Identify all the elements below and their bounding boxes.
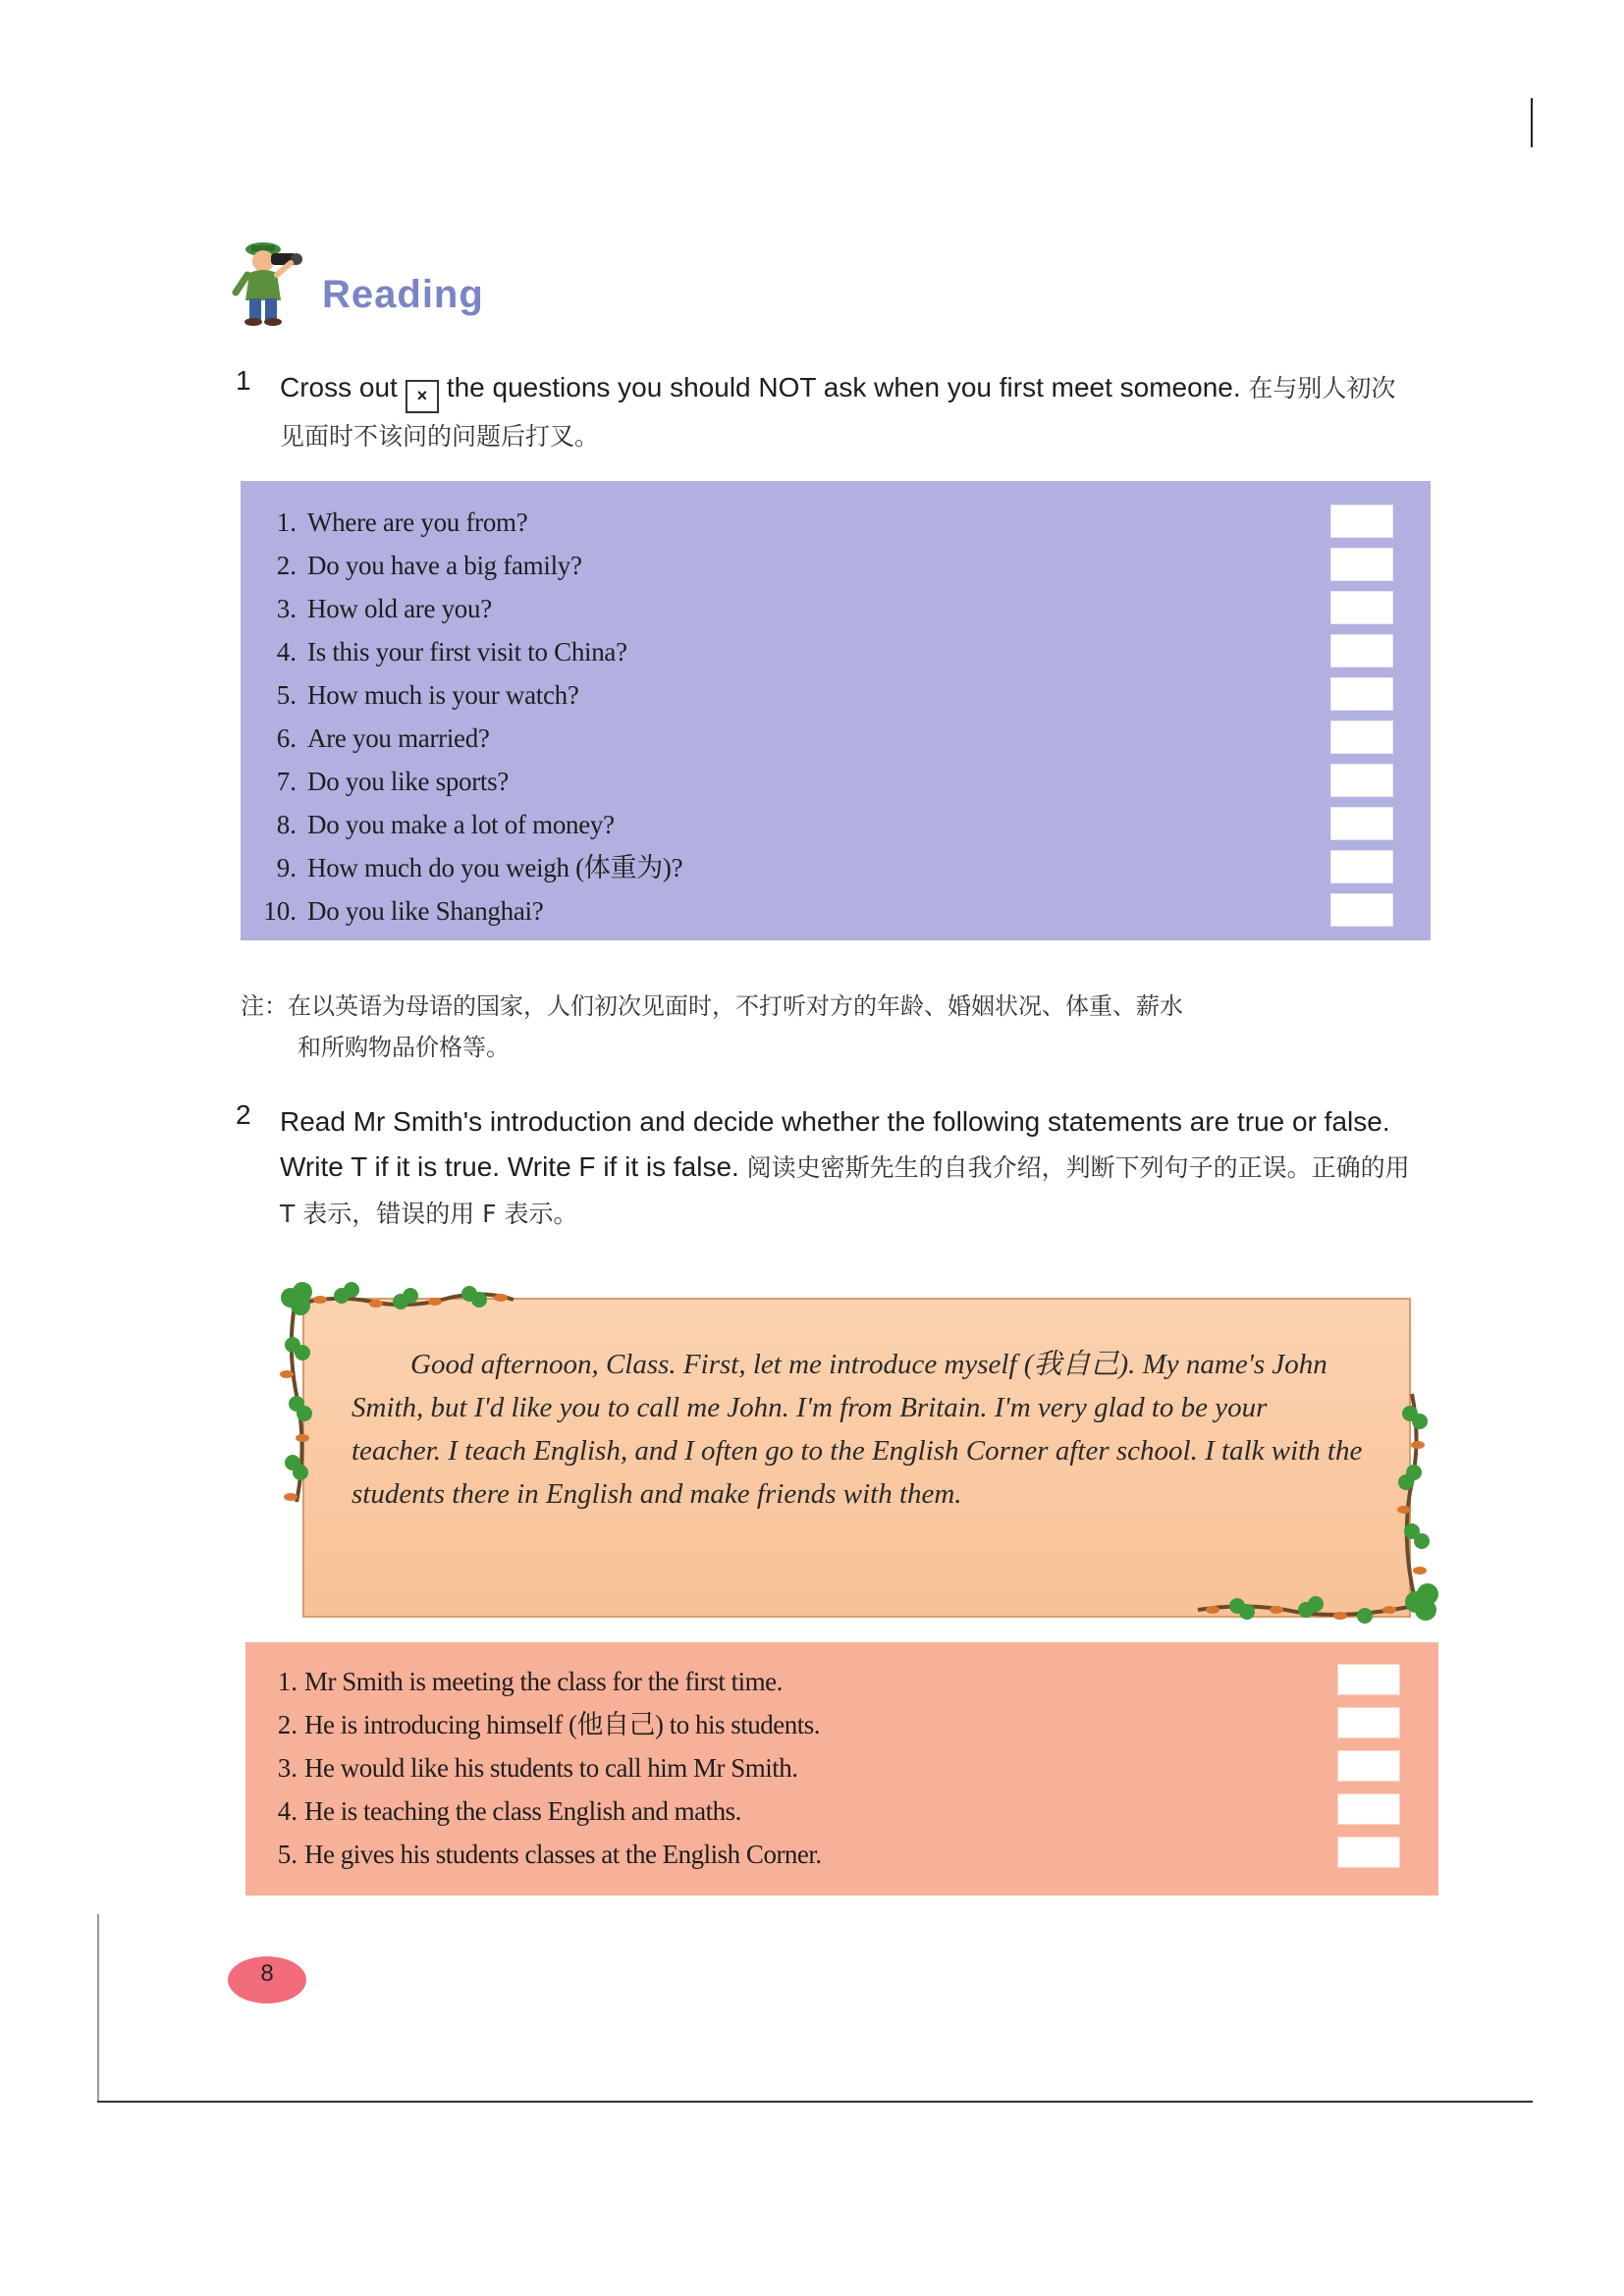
statement-row [245,1789,1438,1833]
introduction-text: Good afternoon, Class. First, let me introduce myself (我自己). My name's John Smith, but I'd like you to call me John. I'm from Britain. I'm very glad to be your teacher. I teach English, and I often go to the English Corner after school. I talk with the students there in English and make friends with them. [352,1349,1363,1510]
question-row [241,501,1431,544]
question-number: 7. [276,767,297,796]
answer-box[interactable] [1330,548,1393,581]
statement-row [245,1660,1438,1703]
question-text: Do you make a lot of money? [307,810,615,839]
section2-text-en: Read Mr Smith's introduction and decide whether the following statements are true or false. Write T if it is true. Write F if it is false. [280,1106,1390,1182]
statement-text: He is introducing himself (他自己) to his students. [304,1710,820,1739]
clover-vine-icon [1178,1384,1443,1634]
question-text: How old are you? [307,594,492,623]
question-text: How much do you weigh (体重为)? [307,853,683,882]
question-panel-1 [241,481,1431,940]
question-text: Is this your first visit to China? [307,637,627,667]
section1-text-cn: 在与别人初次见面时不该问的问题后打叉。 [280,374,1396,451]
question-text: How much is your watch? [307,680,579,710]
answer-box[interactable] [1330,505,1393,538]
answer-box[interactable] [1337,1664,1400,1695]
cross-symbol: × [416,386,428,405]
question-row [241,889,1431,933]
statement-text: He would like his students to call him Mr Smith. [304,1753,798,1783]
answer-box[interactable] [1330,591,1393,624]
question-row [241,760,1431,803]
culture-note [241,986,1438,1068]
answer-box[interactable] [1337,1707,1400,1738]
question-number: 6. [276,723,297,753]
answer-box[interactable] [1337,1793,1400,1825]
note-line-1: 注：在以英语为母语的国家，人们初次见面时，不打听对方的年龄、婚姻状况、体重、薪水 [241,992,1183,1020]
question-number: 1. [276,507,297,537]
answer-box[interactable] [1337,1837,1400,1868]
page-number: 8 [228,1956,306,2003]
page-edge-bottom [97,2101,1533,2103]
section1-text-before: Cross out [280,372,398,402]
statement-row [245,1703,1438,1746]
answer-box[interactable] [1330,677,1393,711]
statement-text: He gives his students classes at the English Corner. [304,1840,822,1869]
section-heading [228,236,621,334]
statement-row [245,1833,1438,1876]
section1-number: 1 [236,365,251,396]
question-text: Do you like Shanghai? [307,896,544,926]
answer-box[interactable] [1330,764,1393,797]
question-number: 2. [276,551,297,580]
statement-number: 3. [277,1753,298,1783]
section2-number: 2 [236,1099,251,1130]
answer-box[interactable] [1337,1750,1400,1782]
statement-number: 1. [277,1667,298,1696]
question-number: 8. [276,810,297,839]
statement-text: He is teaching the class English and maths. [304,1796,741,1826]
statement-number: 4. [277,1796,298,1826]
answer-box[interactable] [1330,634,1393,667]
answer-box[interactable] [1330,807,1393,840]
question-text: Do you have a big family? [307,551,582,580]
answer-box[interactable] [1330,721,1393,754]
question-row [241,544,1431,587]
cross-box-icon [406,380,439,413]
heading-title: Reading [322,273,484,316]
clover-vine-icon [273,1276,528,1531]
section1-text [280,365,1419,459]
statement-panel-2 [245,1642,1438,1896]
statement-row [245,1746,1438,1789]
question-number: 5. [276,680,297,710]
answer-box[interactable] [1330,850,1393,883]
page-edge-right [1531,98,1533,147]
section1-text-after: the questions you should NOT ask when you first meet someone. [446,372,1241,402]
question-row [241,717,1431,760]
note-line-2: 和所购物品价格等。 [298,1034,510,1061]
section2-text [280,1099,1419,1237]
mascot-binoculars-icon [228,236,316,329]
question-row [241,630,1431,673]
statement-text: Mr Smith is meeting the class for the first time. [304,1667,783,1696]
question-text: Are you married? [307,723,490,753]
section2-text-cn: 阅读史密斯先生的自我介绍，判断下列句子的正误。正确的用 T 表示，错误的用 F 表示。 [280,1153,1410,1228]
question-text: Where are you from? [307,507,528,537]
question-row [241,673,1431,717]
question-row [241,803,1431,846]
question-number: 10. [263,896,297,926]
question-number: 3. [276,594,297,623]
answer-box[interactable] [1330,893,1393,927]
question-row [241,846,1431,889]
question-number: 9. [276,853,297,882]
page-edge-left [97,1914,99,2101]
question-row [241,587,1431,630]
question-text: Do you like sports? [307,767,510,796]
statement-number: 5. [277,1840,298,1869]
statement-number: 2. [277,1710,298,1739]
question-number: 4. [276,637,297,667]
